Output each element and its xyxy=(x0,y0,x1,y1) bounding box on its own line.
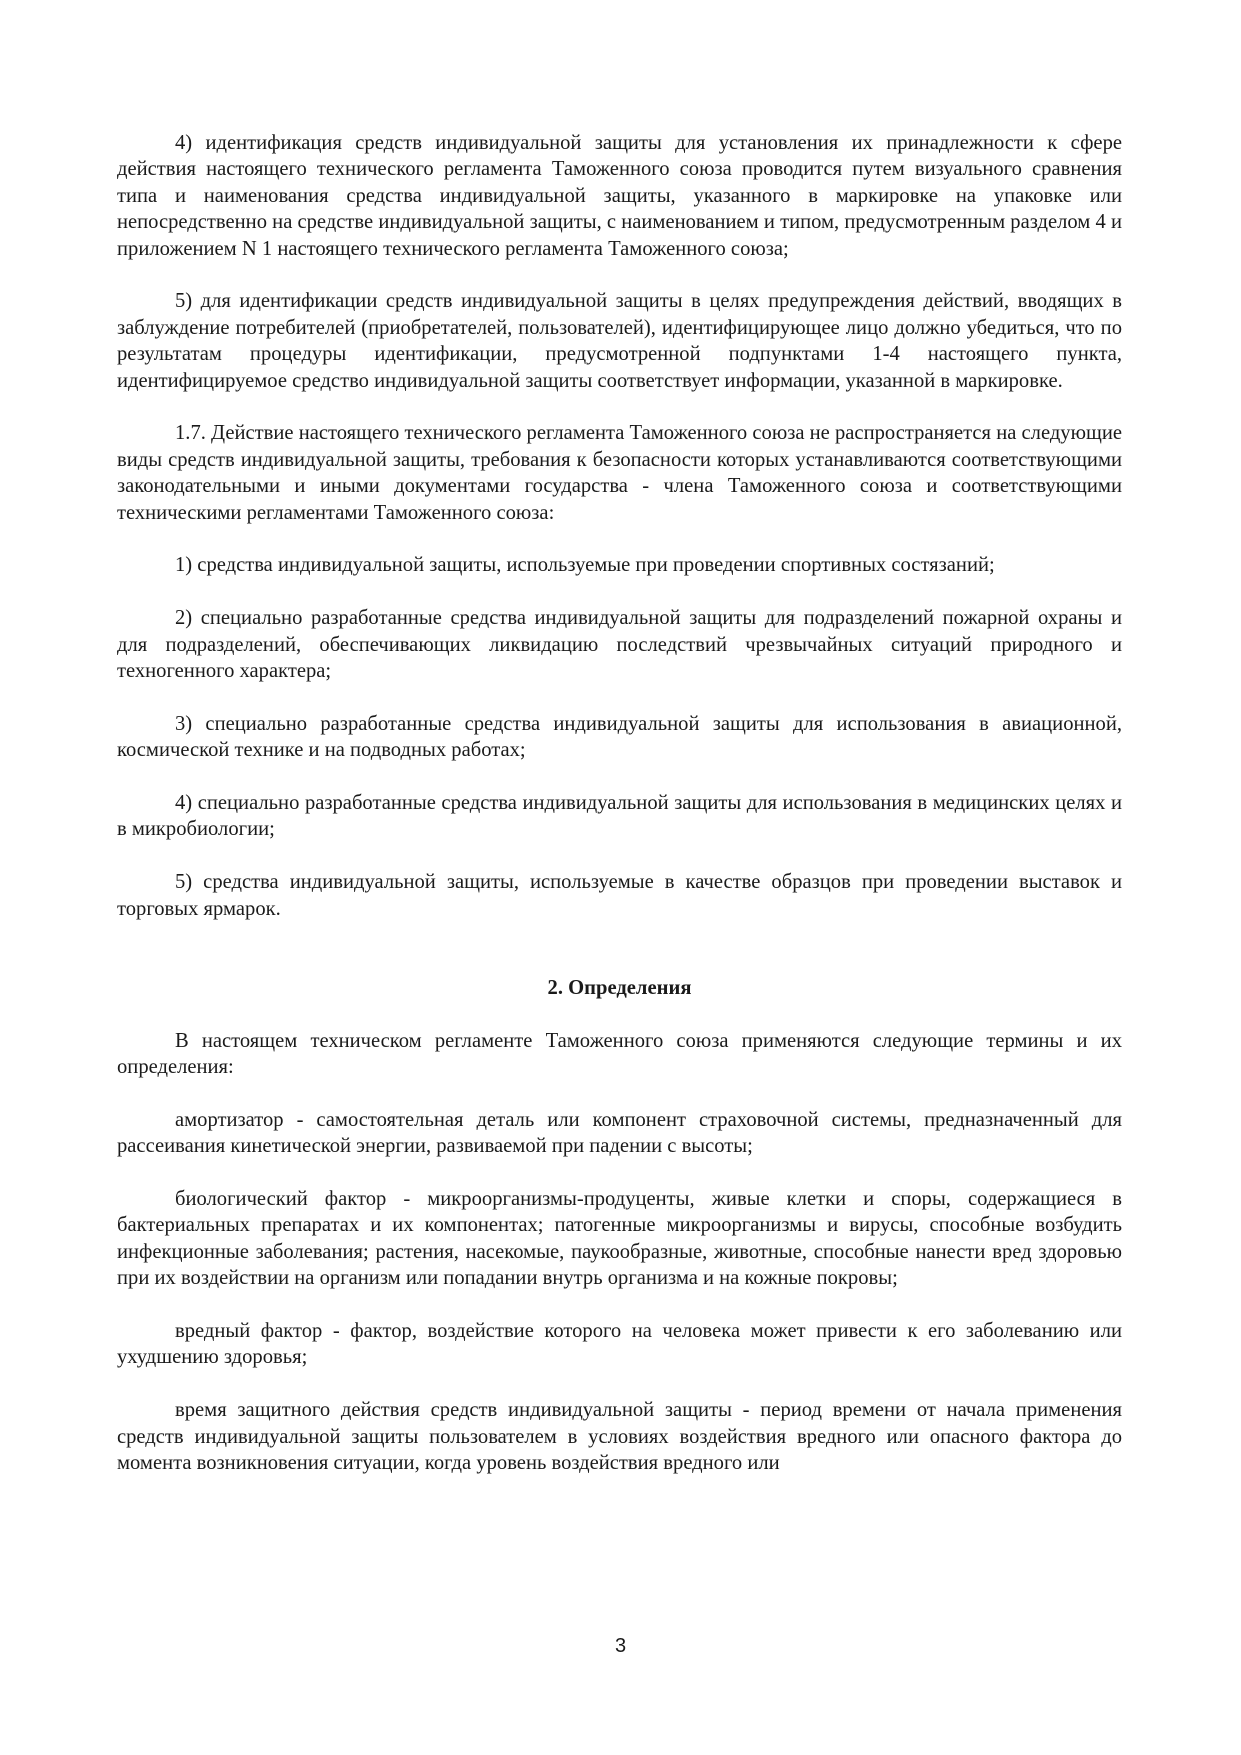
section-heading: 2. Определения xyxy=(547,976,692,999)
list-item-medical: 4) специально разработанные средства индивидуальной защиты для использования в медицинских целях и в микробиологии; xyxy=(117,792,1122,841)
list-item-sports: 1) средства индивидуальной защиты, используемые при проведении спортивных состязаний; xyxy=(175,554,995,577)
paragraph-definitions-intro: В настоящем техническом регламенте Таможенного союза применяются следующие термины и их определения: xyxy=(117,1029,1122,1079)
section-spacer xyxy=(117,948,1122,974)
list-item-aviation: 3) специально разработанные средства индивидуальной защиты для использования в авиационной, космической технике и на подводных работах; xyxy=(117,712,1122,762)
definition-biological-factor: биологический фактор - микроорганизмы-продуценты, живые клетки и споры, содержащиеся в бактериальных препаратах и их компонентах; патогенные микроорганизмы и вирусы, способные возбудить инфекционные заболевания; растения, насекомые, паукообразные, животные, способные нанести вред здоровью при их воздействии на организм или попадании внутрь организма и на кожные покровы; xyxy=(117,1188,1122,1290)
definition-protection-time: время защитного действия средств индивидуальной защиты - период времени от начала применения средств индивидуальной защиты пользователем в условиях воздействия вредного или опасного фактора до момента возникновения ситуации, когда уровень воздействия вредного или xyxy=(117,1399,1122,1475)
document-page xyxy=(117,130,1122,1503)
page-number: 3 xyxy=(614,1635,627,1657)
list-item-exhibitions: 5) средства индивидуальной защиты, используемые в качестве образцов при проведении выставок и торговых ярмарок. xyxy=(117,871,1122,920)
list-item-fire-protection: 2) специально разработанные средства индивидуальной защиты для подразделений пожарной охраны и для подразделений, обеспечивающих ликвидацию последствий чрезвычайных ситуаций природного и техногенного характера; xyxy=(117,607,1122,683)
paragraph-identification-4: 4) идентификация средств индивидуальной защиты для установления их принадлежности к сфере действия настоящего технического регламента Таможенного союза проводится путем визуального сравнения типа и наименования средства индивидуальной защиты, указанного в маркировке на упаковке или непосредственно на средстве индивидуальной защиты, с наименованием и типом, предусмотренным разделом 4 и приложением N 1 настоящего технического регламента Таможенного союза; xyxy=(117,132,1122,260)
paragraph-scope-1-7: 1.7. Действие настоящего технического регламента Таможенного союза не распространяется на следующие виды средств индивидуальной защиты, требования к безопасности которых устанавливаются соответствующими законодательными и иными документами государства - члена Таможенного союза и соответствующими техническими регламентами Таможенного союза: xyxy=(117,422,1122,524)
definition-shock-absorber: амортизатор - самостоятельная деталь или компонент страховочной системы, предназначенный для рассеивания кинетической энергии, развиваемой при падении с высоты; xyxy=(117,1108,1122,1158)
paragraph-identification-5: 5) для идентификации средств индивидуальной защиты в целях предупреждения действий, вводящих в заблуждение потребителей (приобретателей, пользователей), идентифицирующее лицо должно убедиться, что по результатам процедуры идентификации, предусмотренной подпунктами 1-4 настоящего пункта, идентифицируемое средство индивидуальной защиты соответствует информации, указанной в маркировке. xyxy=(117,290,1122,392)
definition-harmful-factor: вредный фактор - фактор, воздействие которого на человека может привести к его заболеванию или ухудшению здоровья; xyxy=(117,1320,1122,1369)
